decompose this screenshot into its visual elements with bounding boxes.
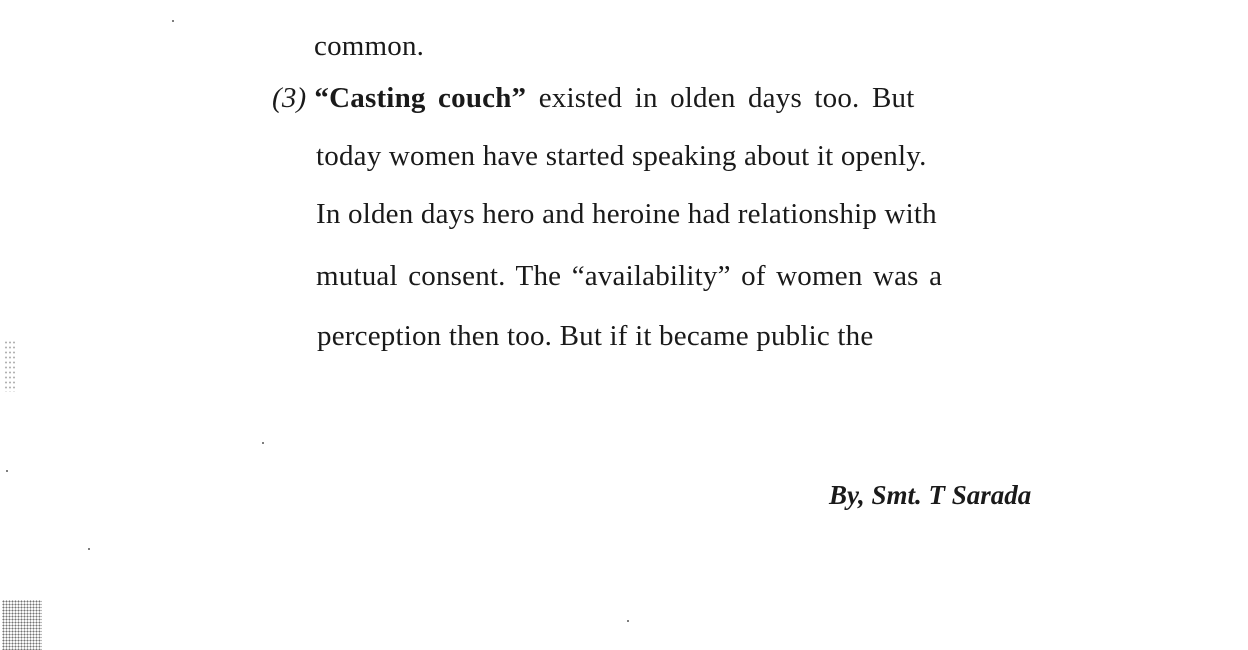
bold-phrase: “Casting couch” <box>314 82 527 114</box>
scan-speck <box>88 548 90 550</box>
text-line-4: In olden days hero and heroine had relationship with <box>316 198 937 230</box>
scan-noise-bottom <box>2 600 42 650</box>
scan-speck <box>262 442 264 444</box>
item-number: (3) <box>272 82 307 114</box>
scan-noise-left <box>4 340 16 392</box>
scan-speck <box>6 470 8 472</box>
text-line-3: today women have started speaking about it openly. <box>316 140 927 172</box>
text-line-6: perception then too. But if it became public the <box>317 320 874 352</box>
text-line-1: common. <box>314 30 425 62</box>
text-line-2 <box>272 80 914 116</box>
author-byline: By, Smt. T Sarada <box>829 480 1032 510</box>
text-line-5: mutual consent. The “availability” of women was a <box>316 260 943 292</box>
scan-speck <box>172 20 174 22</box>
scan-speck <box>627 620 629 622</box>
line-rest: existed in olden days too. But <box>538 82 915 114</box>
